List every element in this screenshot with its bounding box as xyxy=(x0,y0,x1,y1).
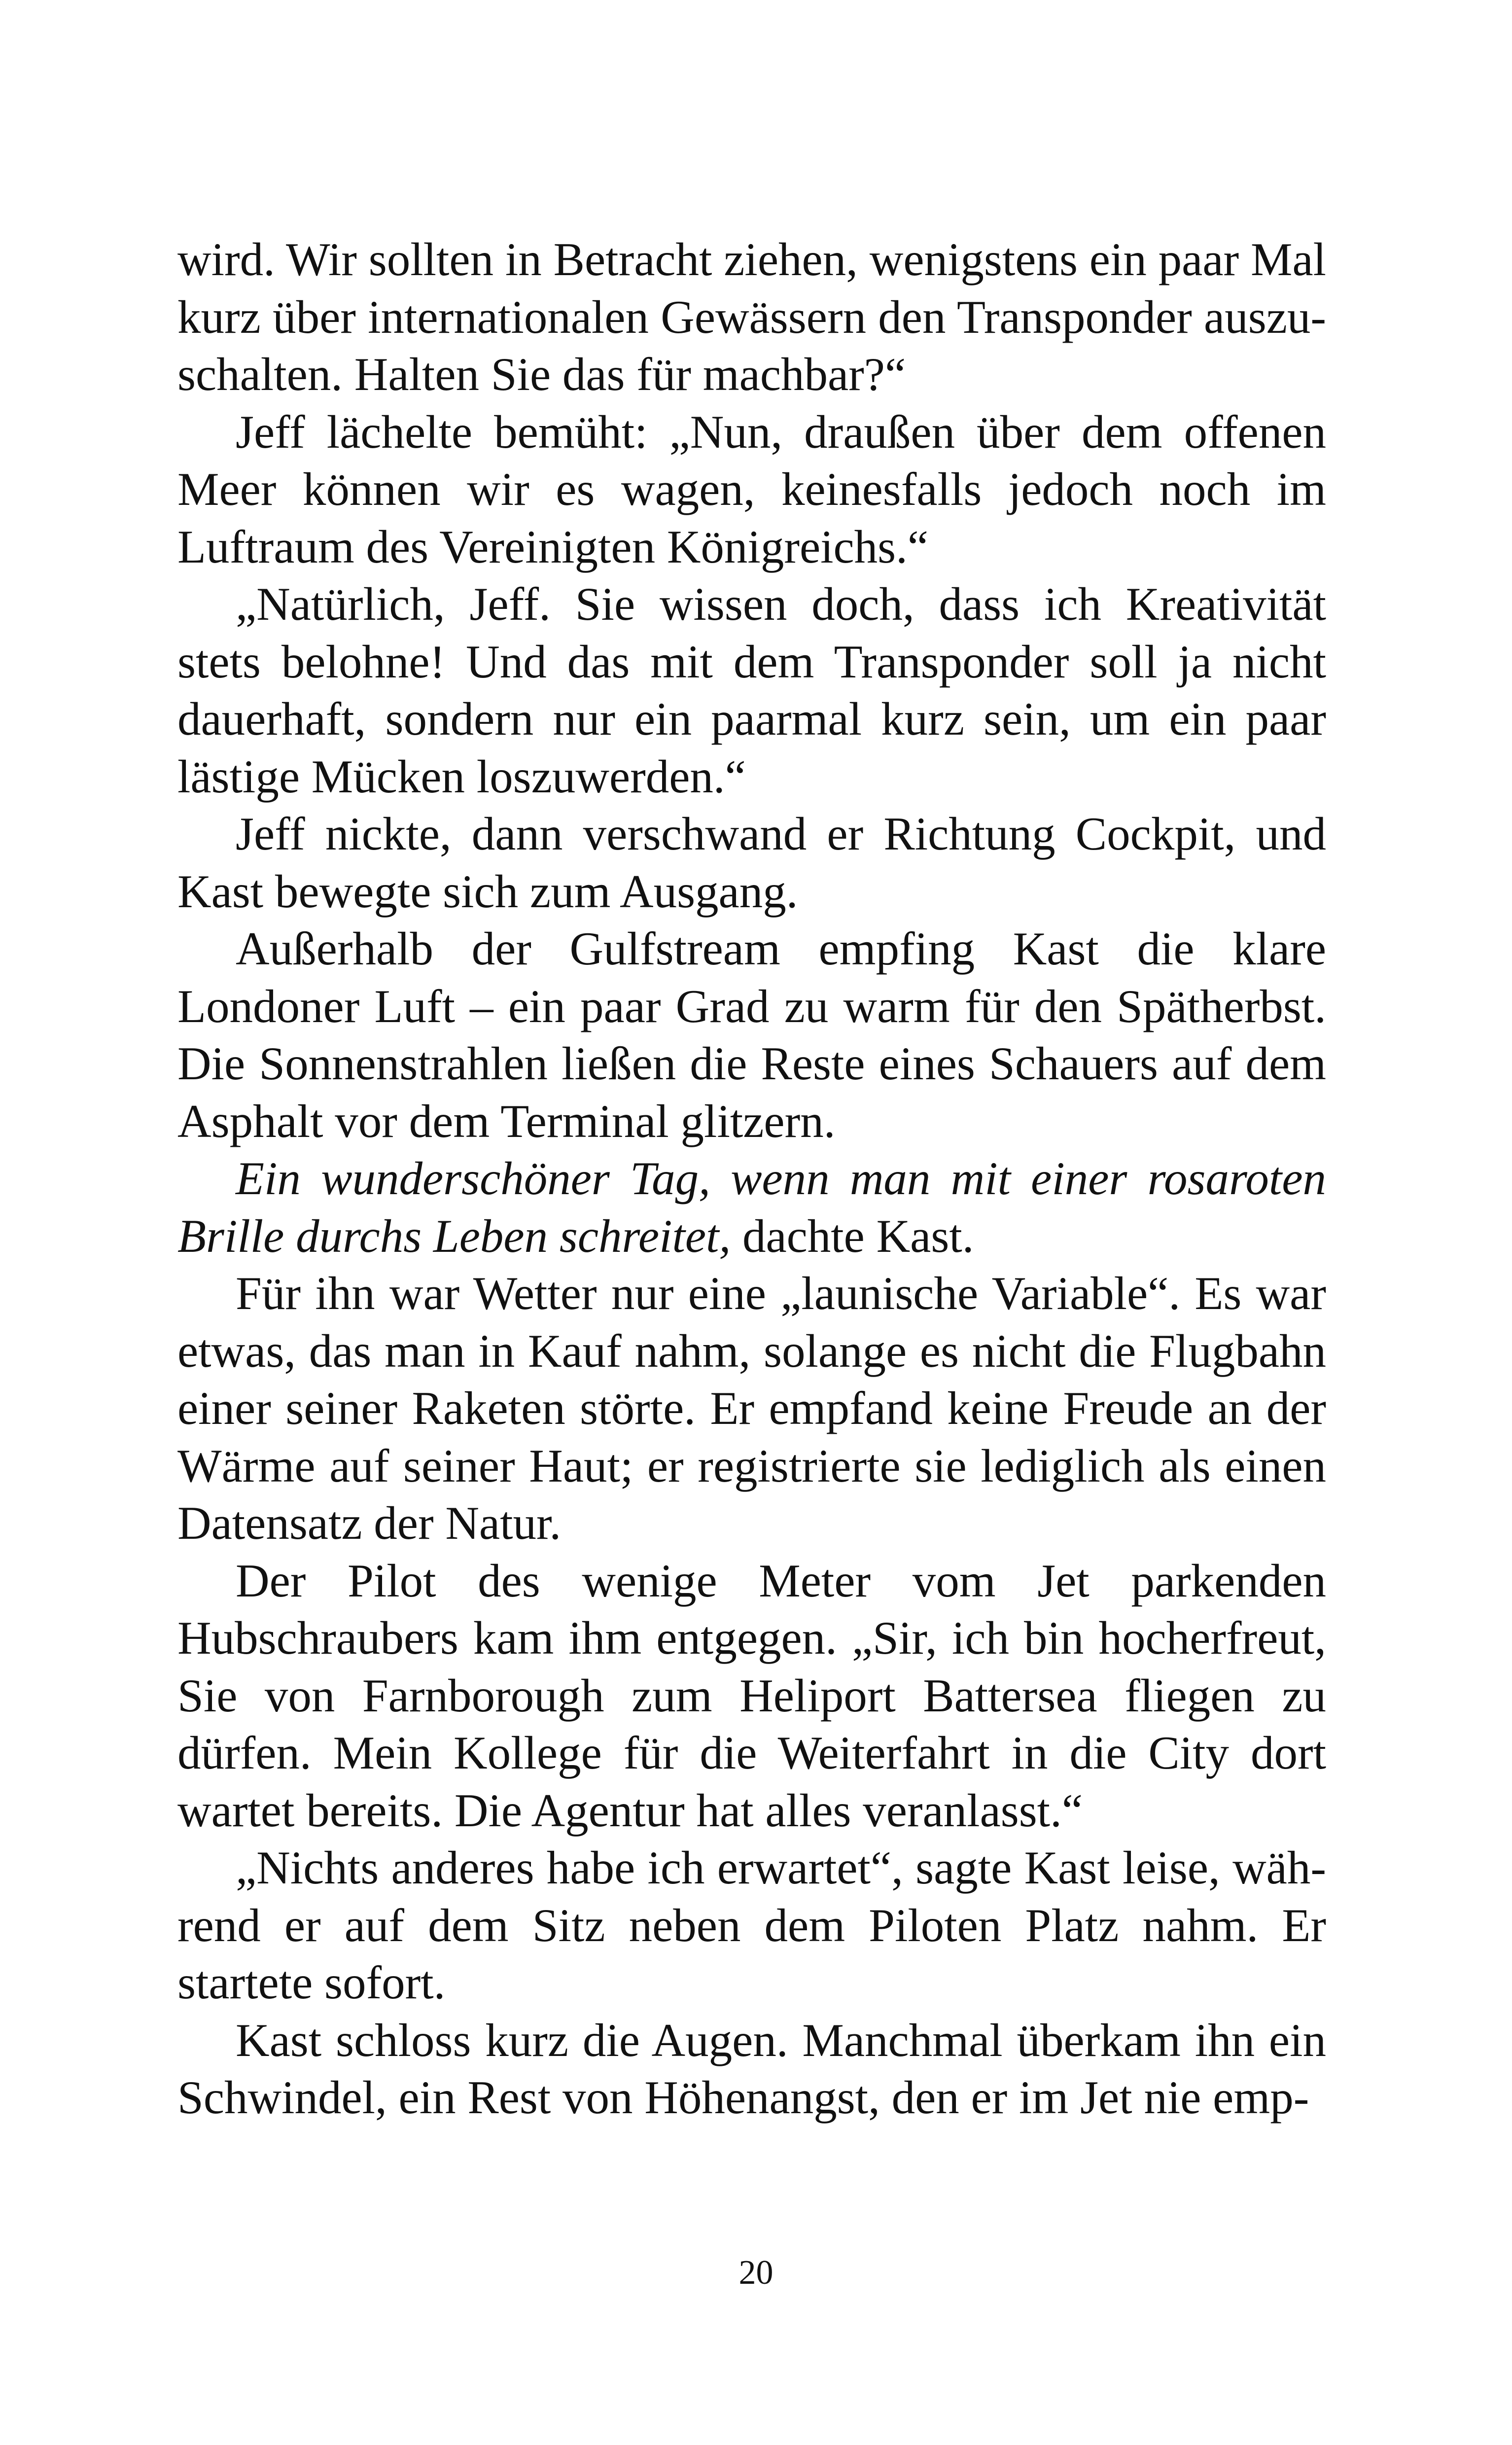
paragraph-6-thought: Ein wunderschöner Tag, wenn man mit einer rosaroten Brille durchs Leben schreitet, xyxy=(177,1152,1326,1262)
paragraph-7: Für ihn war Wetter nur eine „launische Variable“. Es war etwas, das man in Kauf nahm, solange es nicht die Flugbahn einer seiner Raketen störte. Er empfand keine Freude an der Wärme auf seiner Haut; er registrierte sie lediglich als einen Datensatz der Natur. xyxy=(177,1267,1326,1549)
page-body xyxy=(177,231,1326,2126)
page-number: 20 xyxy=(738,2254,774,2292)
paragraph-6 xyxy=(177,1150,1326,1265)
paragraph-5: Außerhalb der Gulfstream empfing Kast die klare Londoner Luft – ein paar Grad zu warm für den Spätherbst. Die Sonnenstrahlen ließen die Reste eines Schauers auf dem Asphalt vor dem Terminal glitzern. xyxy=(177,922,1326,1147)
paragraph-6-attribution: dachte Kast. xyxy=(731,1209,974,1262)
paragraph-8: Der Pilot des wenige Meter vom Jet parkenden Hubschraubers kam ihm entgegen. „Sir, ich bin hocherfreut, Sie von Farnborough zum Heliport Battersea fliegen zu dürfen. Mein Kollege für die Weiterfahrt in die City dort wartet bereits. Die Agentur hat alles veranlasst.“ xyxy=(177,1554,1326,1837)
paragraph-2: Jeff lächelte bemüht: „Nun, draußen über dem offenen Meer können wir es wagen, keinesfalls jedoch noch im Luftraum des Vereinigten Königreichs.“ xyxy=(177,405,1326,573)
paragraph-3: „Natürlich, Jeff. Sie wissen doch, dass ich Kreativität stets belohne! Und das mit dem Transponder soll ja nicht dauerhaft, sondern nur ein paarmal kurz sein, um ein paar lästige Mücken loszuwerden.“ xyxy=(177,578,1326,803)
paragraph-10: Kast schloss kurz die Augen. Manchmal überkam ihn ein Schwindel, ein Rest von Höhenangst, den er im Jet nie emp- xyxy=(177,2014,1326,2124)
paragraph-4: Jeff nickte, dann verschwand er Richtung Cockpit, und Kast bewegte sich zum Ausgang. xyxy=(177,808,1326,918)
paragraph-9: „Nichts anderes habe ich erwartet“, sagte Kast leise, während er auf dem Sitz neben dem Piloten Platz nahm. Er startete sofort. xyxy=(177,1842,1326,2009)
paragraph-1: wird. Wir sollten in Betracht ziehen, wenigstens ein paar Mal kurz über internationalen Gewässern den Transponder auszuschalten. Halten Sie das für machbar?“ xyxy=(177,233,1326,400)
